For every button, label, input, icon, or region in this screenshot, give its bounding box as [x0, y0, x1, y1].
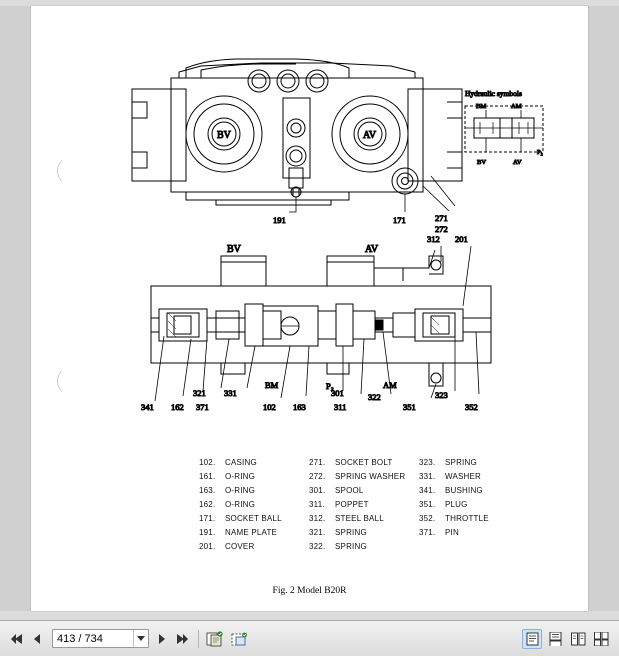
part-name: SOCKET BOLT: [335, 458, 393, 467]
callout-102: 102: [263, 402, 276, 412]
part-name: SPRING: [445, 458, 477, 467]
label-bm-symbol: BM: [476, 103, 487, 110]
part-number: 351.: [419, 500, 436, 509]
callout-191: 191: [273, 215, 286, 225]
label-bv-symbol: BV: [477, 159, 487, 166]
view-two-up-continuous-button[interactable]: [591, 629, 611, 649]
part-name: O-RING: [225, 486, 256, 495]
part-number: 301.: [309, 486, 326, 495]
copy-icon: [206, 631, 224, 647]
label-av-symbol: AV: [513, 159, 522, 166]
previous-page-icon: [30, 633, 44, 645]
part-number: 271.: [309, 458, 326, 467]
part-number: 171.: [199, 514, 216, 523]
callout-271: 271: [435, 213, 448, 223]
part-number: 312.: [309, 514, 326, 523]
part-number: 191.: [199, 528, 216, 537]
page-number-input[interactable]: [53, 630, 133, 647]
part-number: 341.: [419, 486, 436, 495]
part-name: BUSHING: [445, 486, 483, 495]
callout-323: 323: [435, 390, 448, 400]
page-margin-right: [588, 6, 619, 611]
callout-322: 322: [368, 392, 381, 402]
hydraulic-symbols-title: Hydraulic symbols: [465, 89, 522, 98]
previous-page-button[interactable]: [28, 629, 46, 649]
callout-371: 371: [196, 402, 209, 412]
copy-button[interactable]: [204, 629, 226, 649]
scanned-page: [31, 6, 588, 611]
callout-341: 341: [141, 402, 154, 412]
part-number: 163.: [199, 486, 216, 495]
technical-drawing: [31, 6, 588, 611]
callout-312: 312: [427, 234, 440, 244]
part-number: 321.: [309, 528, 326, 537]
part-number: 161.: [199, 472, 216, 481]
pdf-toolbar: [0, 620, 619, 656]
snapshot-button[interactable]: [228, 629, 250, 649]
part-number: 162.: [199, 500, 216, 509]
part-name: NAME PLATE: [225, 528, 278, 537]
part-name: COVER: [225, 542, 255, 551]
label-bm-section: BM: [265, 380, 279, 390]
part-number: 352.: [419, 514, 436, 523]
next-page-button[interactable]: [153, 629, 171, 649]
continuous-page-icon: [549, 632, 562, 646]
scan-artifact-arc: [57, 366, 87, 396]
callout-272: 272: [435, 224, 448, 234]
last-page-button[interactable]: [173, 629, 191, 649]
part-number: 272.: [309, 472, 326, 481]
part-name: SPRING: [335, 542, 367, 551]
part-number: 102.: [199, 458, 216, 467]
part-number: 323.: [419, 458, 436, 467]
part-name: SOCKET BALL: [225, 514, 282, 523]
callout-351: 351: [403, 402, 416, 412]
part-number: 331.: [419, 472, 436, 481]
snapshot-icon: [230, 631, 248, 647]
figure-caption: Fig. 2 Model B20R: [272, 586, 347, 596]
callout-352: 352: [465, 402, 478, 412]
part-name: PLUG: [445, 500, 468, 509]
first-page-icon: [10, 633, 24, 645]
part-name: PIN: [445, 528, 459, 537]
part-number: 201.: [199, 542, 216, 551]
part-number: 371.: [419, 528, 436, 537]
part-name: CASING: [225, 458, 257, 467]
toolbar-separator: [198, 630, 199, 648]
two-up-continuous-icon: [594, 632, 609, 646]
part-name: STEEL BALL: [335, 514, 384, 523]
page-dropdown-button[interactable]: [133, 630, 148, 647]
part-name: SPOOL: [335, 486, 364, 495]
part-name: THROTTLE: [445, 514, 489, 523]
last-page-icon: [175, 633, 189, 645]
view-single-page-button[interactable]: [522, 629, 542, 649]
two-up-icon: [571, 632, 586, 646]
part-name: O-RING: [225, 472, 256, 481]
scan-artifact-arc: [57, 156, 87, 186]
part-name: POPPET: [335, 500, 369, 509]
part-number: 322.: [309, 542, 326, 551]
callout-163: 163: [293, 402, 306, 412]
view-continuous-button[interactable]: [545, 629, 565, 649]
label-bv-top: BV: [217, 130, 231, 141]
label-p2-symbol: P₂: [537, 149, 543, 156]
chevron-down-icon: [137, 636, 145, 641]
page-margin-left: [0, 6, 31, 611]
part-name: O-RING: [225, 500, 256, 509]
part-name: SPRING WASHER: [335, 472, 406, 481]
callout-321: 321: [193, 388, 206, 398]
next-page-icon: [155, 633, 169, 645]
part-name: WASHER: [445, 472, 482, 481]
part-name: SPRING: [335, 528, 367, 537]
callout-171: 171: [393, 215, 406, 225]
page-number-box[interactable]: [52, 629, 149, 648]
label-av-section: AV: [365, 244, 379, 255]
view-mode-group: [519, 629, 611, 649]
single-page-icon: [526, 632, 539, 646]
callout-301: 301: [331, 388, 344, 398]
callout-311: 311: [334, 402, 347, 412]
label-am-symbol: AM: [511, 103, 522, 110]
label-bv-section: BV: [227, 244, 241, 255]
first-page-button[interactable]: [8, 629, 26, 649]
label-am-section: AM: [383, 380, 397, 390]
part-number: 311.: [309, 500, 325, 509]
callout-162: 162: [171, 402, 184, 412]
label-p2-section: P₂: [326, 381, 334, 391]
callout-201: 201: [455, 234, 468, 244]
callout-331: 331: [224, 388, 237, 398]
label-av-top: AV: [363, 130, 377, 141]
view-two-up-button[interactable]: [568, 629, 588, 649]
